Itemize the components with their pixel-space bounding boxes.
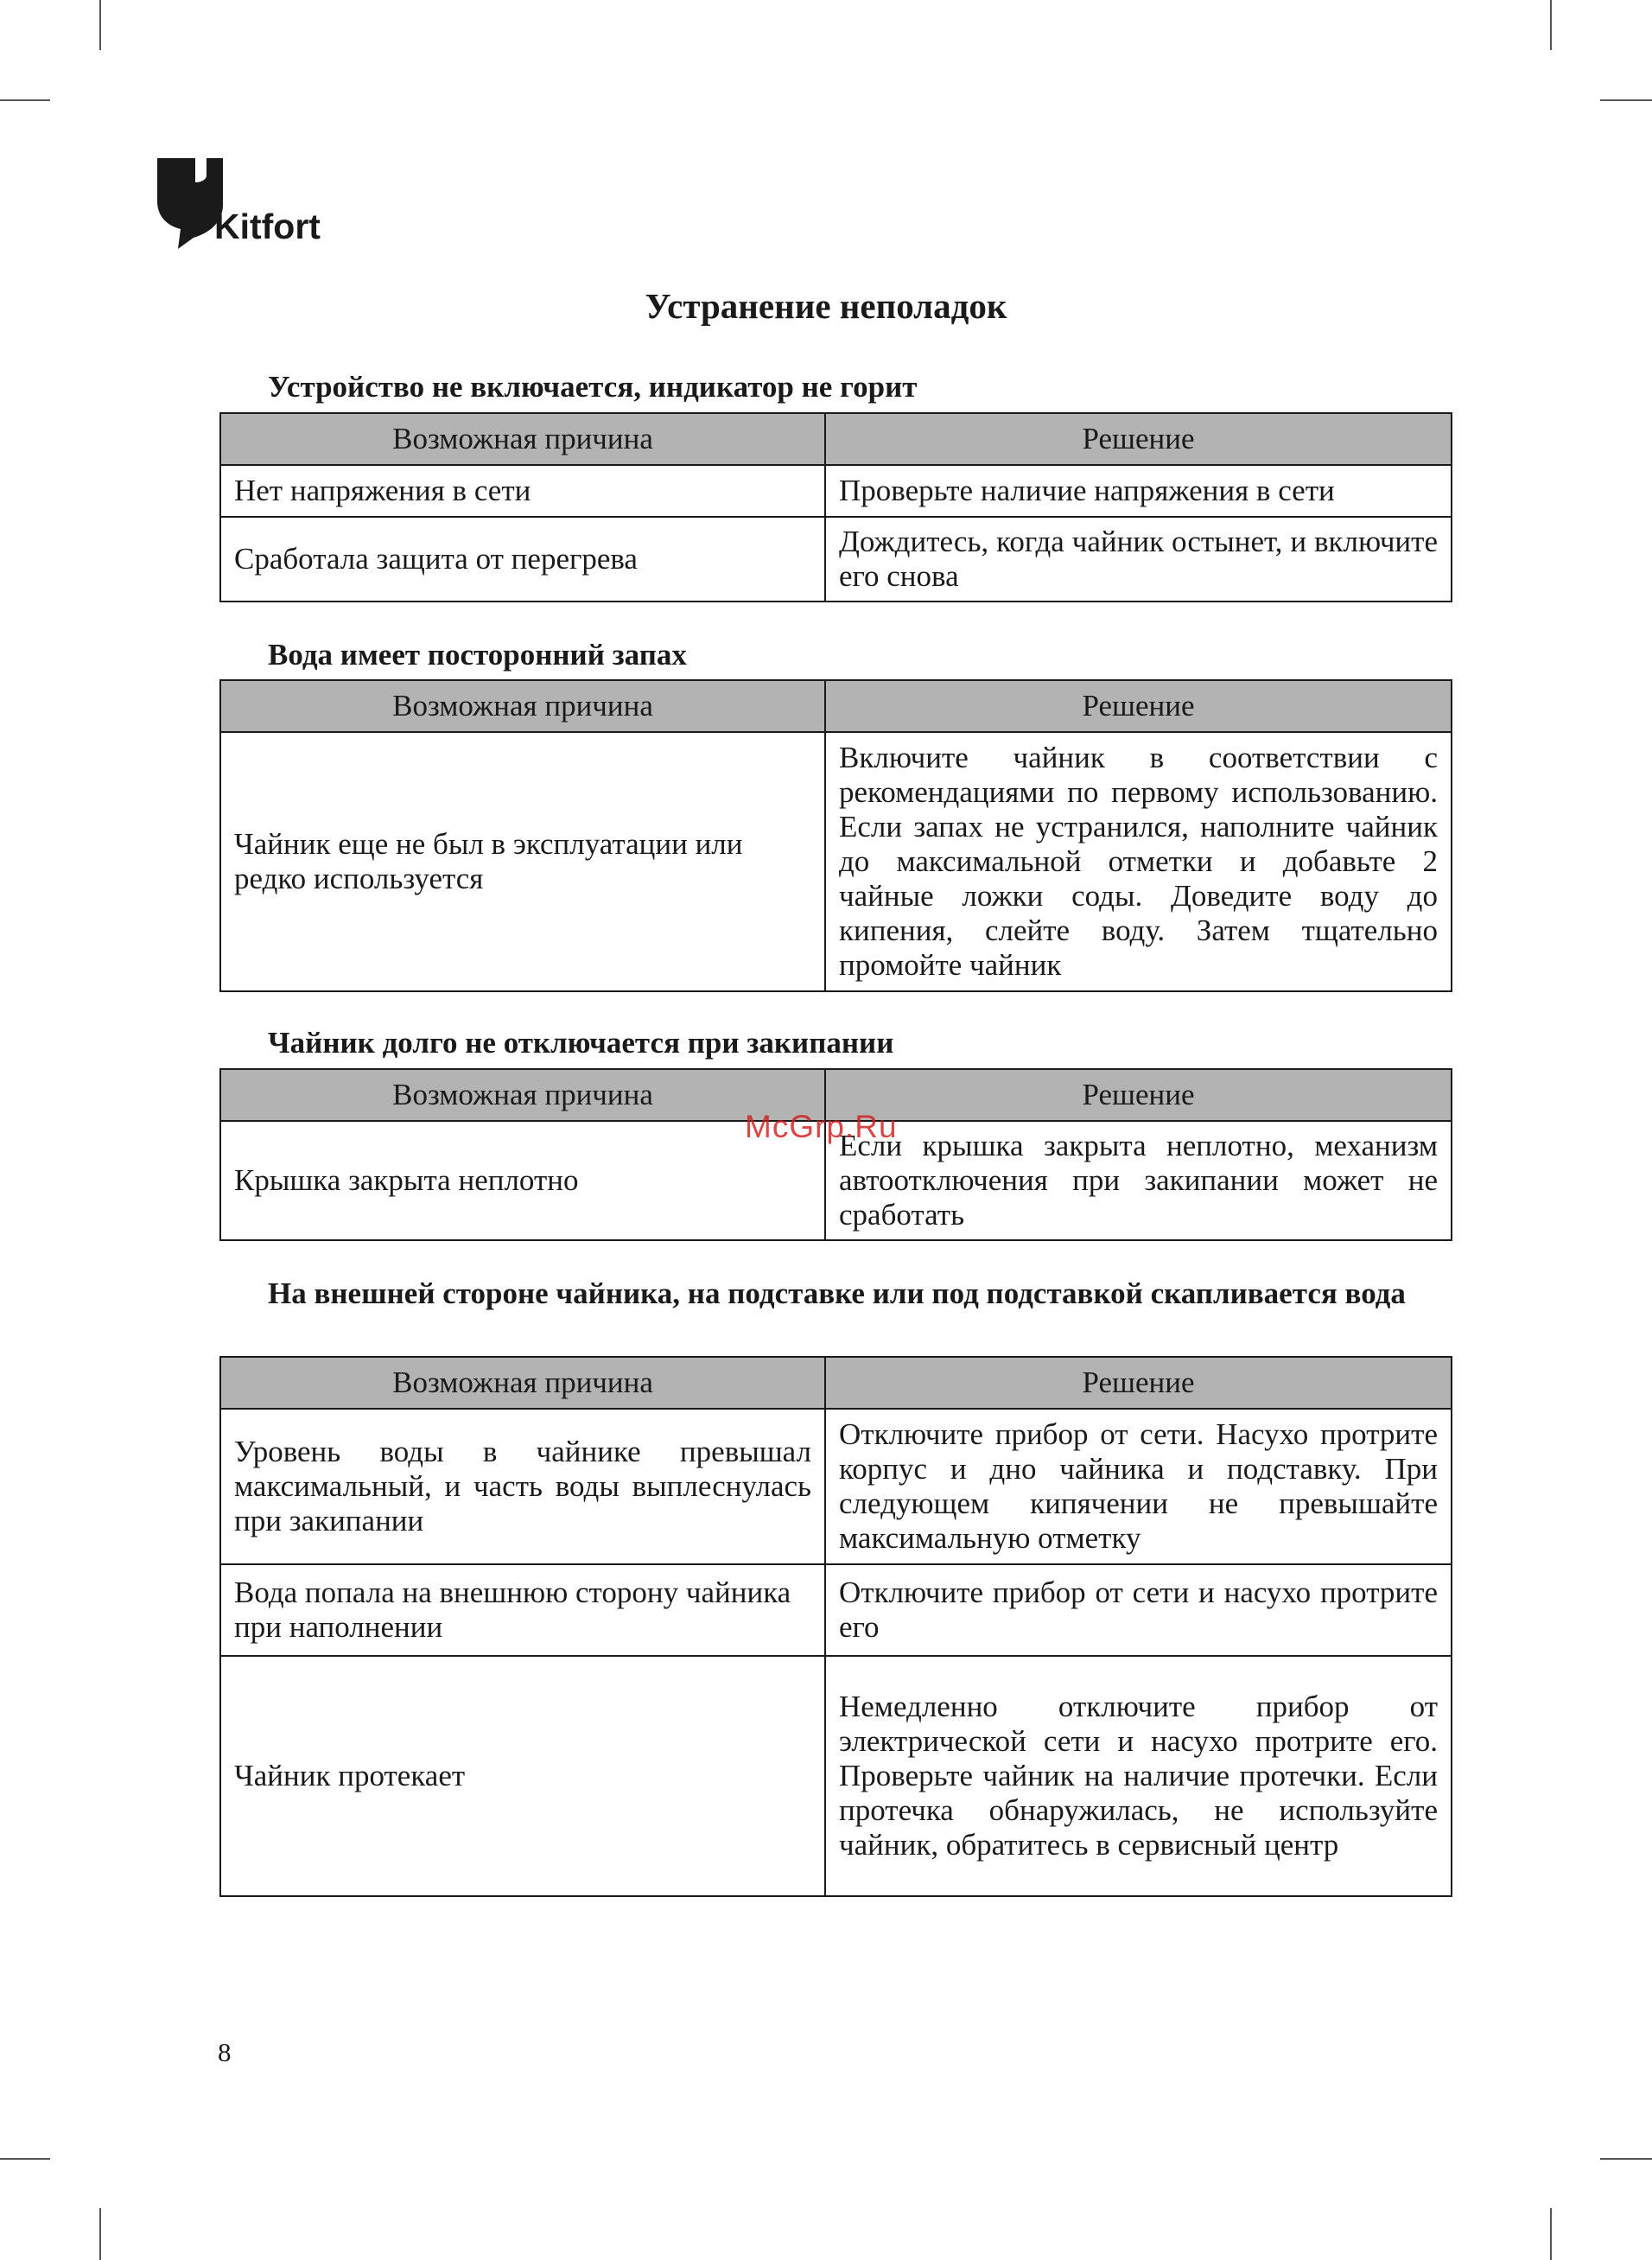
column-header-solution: Решение [825,680,1452,732]
solution-cell: Дождитесь, когда чайник остынет, и включите его снова [825,517,1452,602]
column-header-solution: Решение [825,1357,1452,1409]
crop-mark [1600,99,1652,101]
solution-cell: Если крышка закрыта неплотно, механизм автоотключения при закипании может не сработать [825,1121,1452,1240]
troubleshooting-table [219,1356,1452,1897]
table-header-row [220,1357,1452,1409]
crop-mark [99,0,101,50]
solution-cell: Отключите прибор от сети. Насухо протрите корпус и дно чайника и подставку. При следующем кипячении не превышайте максимальную отметку [825,1409,1452,1564]
table-row [220,1409,1452,1564]
table-row [220,1564,1452,1656]
section-heading: На внешней стороне чайника, на подставке или под подставкой скапливается вода [268,1276,1406,1310]
watermark: McGrp.Ru [745,1109,898,1144]
crop-mark [1550,0,1552,50]
cause-cell: Чайник протекает [220,1656,825,1896]
column-header-cause: Возможная причина [220,1069,825,1121]
table-row [220,732,1452,991]
page-title: Устранение неполадок [645,286,1007,326]
cause-cell: Нет напряжения в сети [220,465,825,517]
crop-mark [0,2158,50,2160]
column-header-solution: Решение [825,1069,1452,1121]
column-header-cause: Возможная причина [220,680,825,732]
brand-name: Kitfort [214,207,321,246]
crop-mark [1550,2208,1552,2260]
section-heading: Вода имеет посторонний запах [268,638,687,672]
page-number: 8 [218,2037,232,2067]
table-row [220,517,1452,602]
crop-mark [0,99,50,101]
crop-mark [99,2208,101,2260]
cause-cell: Вода попала на внешнюю сторону чайника при наполнении [220,1564,825,1656]
cause-cell: Уровень воды в чайнике превышал максимальный, и часть воды выплеснулась при закипании [220,1409,825,1564]
troubleshooting-table [219,412,1452,602]
column-header-cause: Возможная причина [220,1357,825,1409]
troubleshooting-table [219,1068,1452,1241]
table-header-row [220,680,1452,732]
cause-cell: Чайник еще не был в эксплуатации или редко используется [220,732,825,991]
table-header-row [220,413,1452,465]
troubleshooting-table [219,679,1452,992]
table-row [220,465,1452,517]
column-header-solution: Решение [825,413,1452,465]
cause-cell: Крышка закрыта неплотно [220,1121,825,1240]
section-heading: Устройство не включается, индикатор не горит [268,370,918,404]
solution-cell: Включите чайник в соответствии с рекомендациями по первому использованию. Если запах не устранился, наполните чайник до максимальной отметки и добавьте 2 чайные ложки соды. Доведите воду до кипения, слейте воду. Затем тщательно промойте чайник [825,732,1452,991]
cause-cell: Сработала защита от перегрева [220,517,825,602]
solution-cell: Отключите прибор от сети и насухо протрите его [825,1564,1452,1656]
solution-cell: Немедленно отключите прибор от электрической сети и насухо протрите его. Проверьте чайник на наличие протечки. Если протечка обнаружилась, не используйте чайник, обратитесь в сервисный центр [825,1656,1452,1896]
crop-mark [1600,2158,1652,2160]
section-heading: Чайник долго не отключается при закипании [268,1026,894,1060]
solution-cell: Проверьте наличие напряжения в сети [825,465,1452,517]
column-header-cause: Возможная причина [220,413,825,465]
table-row [220,1656,1452,1896]
